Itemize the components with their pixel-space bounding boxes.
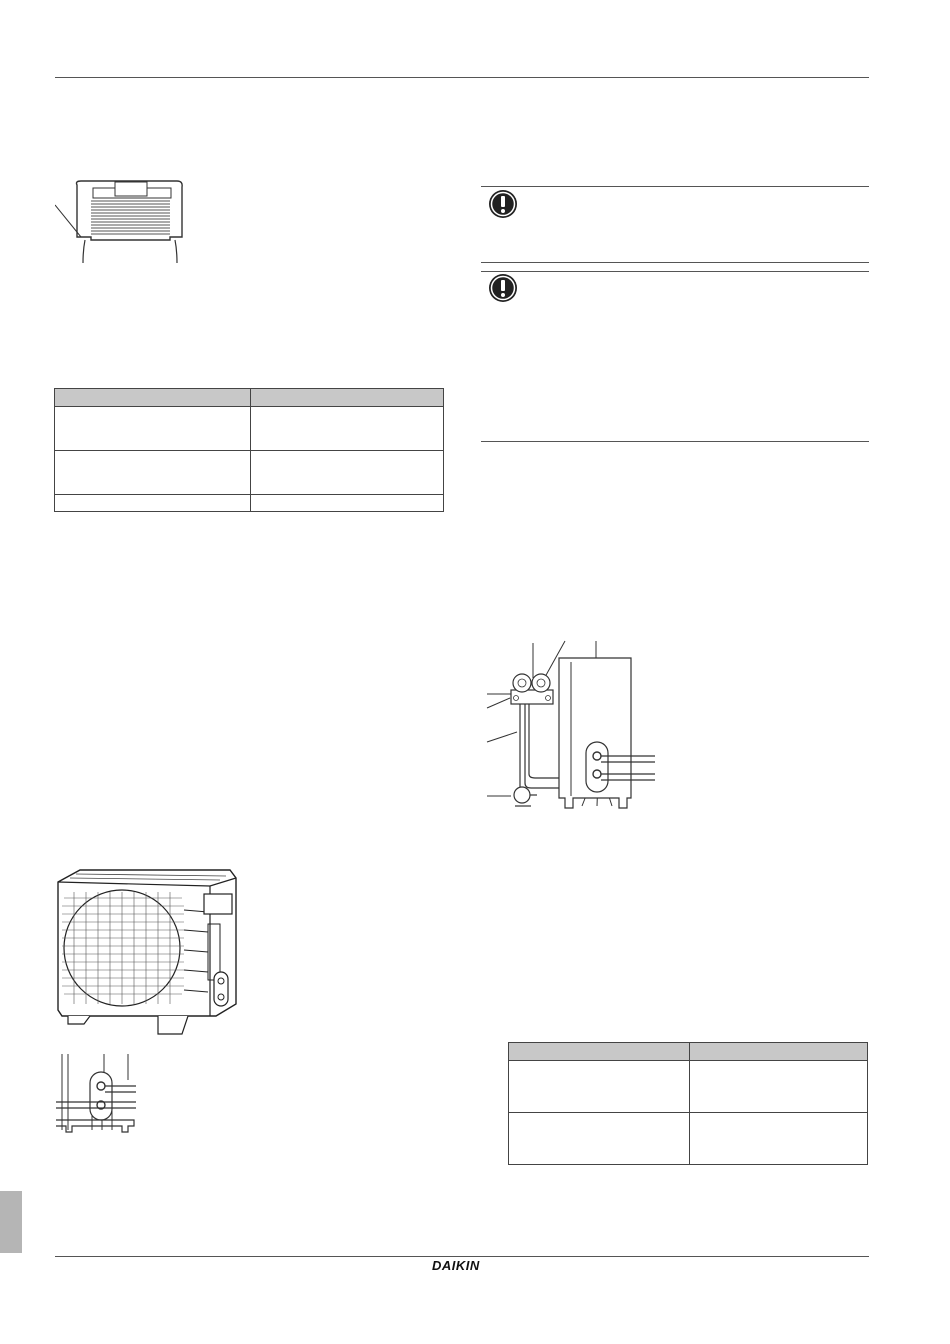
footer-rule — [55, 1256, 869, 1257]
exclamation-circle-icon — [488, 273, 518, 303]
exclamation-circle-icon — [488, 189, 518, 219]
caution-rule-top-1 — [481, 186, 869, 187]
flare-nut-illustration — [55, 175, 195, 265]
outdoor-unit-illustration — [50, 864, 240, 1044]
section-tab — [0, 1191, 22, 1253]
brand-logo: DAIKIN — [432, 1258, 480, 1273]
stop-valve-detail-illustration — [54, 1050, 144, 1135]
caution-rule-top-2 — [481, 271, 869, 272]
vacuum-pump-connection-illustration — [485, 638, 660, 813]
caution-rule-bottom-2 — [481, 441, 869, 442]
header-rule — [55, 77, 869, 78]
torque-table-left — [54, 388, 444, 512]
torque-table-right — [508, 1042, 868, 1165]
caution-rule-bottom-1 — [481, 262, 869, 263]
